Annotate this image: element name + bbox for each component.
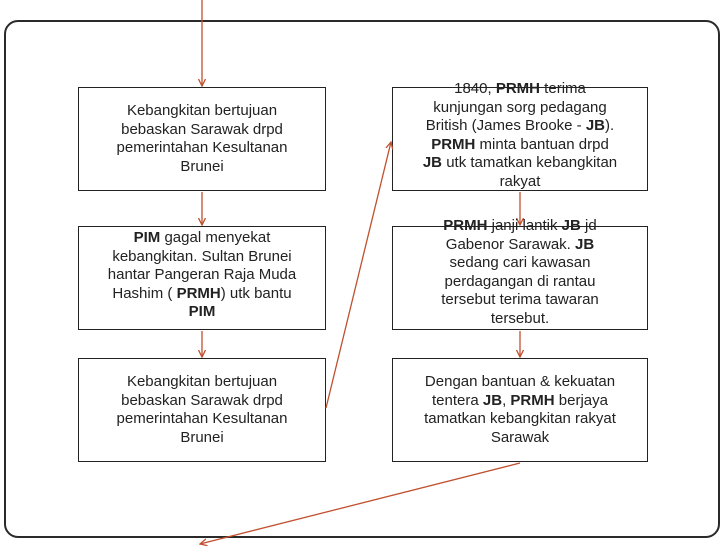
text-segment: Gabenor Sarawak.: [445, 235, 576, 253]
arrow-exit: [200, 463, 520, 544]
text-segment: tersebut terima tawaran: [441, 291, 599, 308]
text-line: [392, 136, 648, 155]
text-segment: janji lantik: [487, 217, 562, 234]
text-line: [78, 121, 326, 140]
text-right-top: [392, 80, 648, 191]
text-segment: kunjungan sorg pedagang: [433, 98, 607, 116]
text-line: [392, 154, 648, 173]
bold-term: JB: [561, 217, 581, 234]
text-segment: gagal menyekat: [160, 229, 271, 246]
text-segment: minta bantuan drpd: [475, 135, 609, 153]
text-line: [78, 429, 326, 448]
text-line: [392, 392, 648, 411]
text-line: [392, 99, 648, 118]
text-segment: Kebangkitan bertujuan: [126, 373, 278, 390]
text-left-bottom: [78, 373, 326, 447]
text-segment: Brunei: [180, 428, 224, 446]
bold-term: PIM: [133, 229, 161, 246]
text-segment: kebangkitan. Sultan Brunei: [112, 247, 292, 265]
text-line: [78, 139, 326, 158]
text-segment: 1840,: [454, 80, 496, 97]
text-line: [392, 117, 648, 136]
text-line: [392, 373, 648, 392]
text-line: [78, 373, 326, 392]
text-segment: bebaskan Sarawak drpd: [121, 120, 283, 138]
text-line: [78, 102, 326, 121]
text-line: [78, 248, 326, 267]
text-right-middle: [392, 217, 648, 328]
text-segment: perdagangan di rantau: [444, 272, 596, 290]
text-segment: ).: [605, 117, 615, 134]
text-segment: sedang cari kawasan: [449, 254, 591, 271]
text-segment: bebaskan Sarawak drpd: [121, 391, 283, 409]
bold-term: PRMH: [431, 135, 476, 153]
text-segment: ) utk bantu: [220, 284, 292, 302]
text-line: [78, 410, 326, 429]
text-segment: Brunei: [180, 157, 224, 175]
text-segment: berjaya: [554, 391, 608, 409]
text-line: [392, 291, 648, 310]
text-segment: tamatkan kebangkitan rakyat: [424, 410, 616, 427]
text-line: [392, 173, 648, 192]
bold-term: JB: [422, 154, 443, 171]
text-segment: jd: [580, 217, 597, 234]
text-segment: Hashim (: [112, 284, 177, 302]
text-line: [392, 217, 648, 236]
text-segment: ,: [502, 391, 511, 409]
bold-term: PRMH: [443, 217, 488, 234]
text-line: [392, 310, 648, 329]
text-segment: rakyat: [499, 172, 541, 190]
text-line: [78, 285, 326, 304]
bold-term: PRMH: [510, 391, 555, 409]
text-line: [392, 273, 648, 292]
text-segment: tentera: [432, 391, 483, 409]
text-segment: hantar Pangeran Raja Muda: [107, 266, 297, 283]
text-line: [78, 303, 326, 322]
text-left-middle: [78, 229, 326, 322]
text-segment: tersebut.: [490, 309, 550, 327]
text-line: [392, 429, 648, 448]
text-line: [392, 236, 648, 255]
text-right-bottom: [392, 373, 648, 447]
text-line: [392, 80, 648, 99]
text-segment: British (James Brooke -: [425, 117, 586, 134]
bold-term: PRMH: [495, 80, 541, 97]
text-line: [78, 158, 326, 177]
text-segment: pemerintahan Kesultanan: [116, 139, 288, 156]
text-segment: Sarawak: [490, 428, 550, 446]
bold-term: PIM: [188, 303, 216, 320]
bold-term: JB: [575, 235, 595, 253]
bold-term: JB: [482, 391, 503, 409]
text-line: [78, 266, 326, 285]
text-segment: Dengan bantuan & kekuatan: [424, 373, 616, 390]
text-line: [392, 254, 648, 273]
text-segment: pemerintahan Kesultanan: [116, 410, 288, 427]
text-segment: Kebangkitan bertujuan: [126, 102, 278, 119]
arrow-left-bottom-to-right-top: [326, 142, 391, 408]
text-line: [78, 229, 326, 248]
text-segment: terima: [540, 80, 586, 97]
bold-term: JB: [585, 117, 606, 134]
bold-term: PRMH: [176, 284, 221, 302]
text-left-top: [78, 102, 326, 176]
text-segment: utk tamatkan kebangkitan: [442, 154, 618, 171]
text-line: [392, 410, 648, 429]
text-line: [78, 392, 326, 411]
